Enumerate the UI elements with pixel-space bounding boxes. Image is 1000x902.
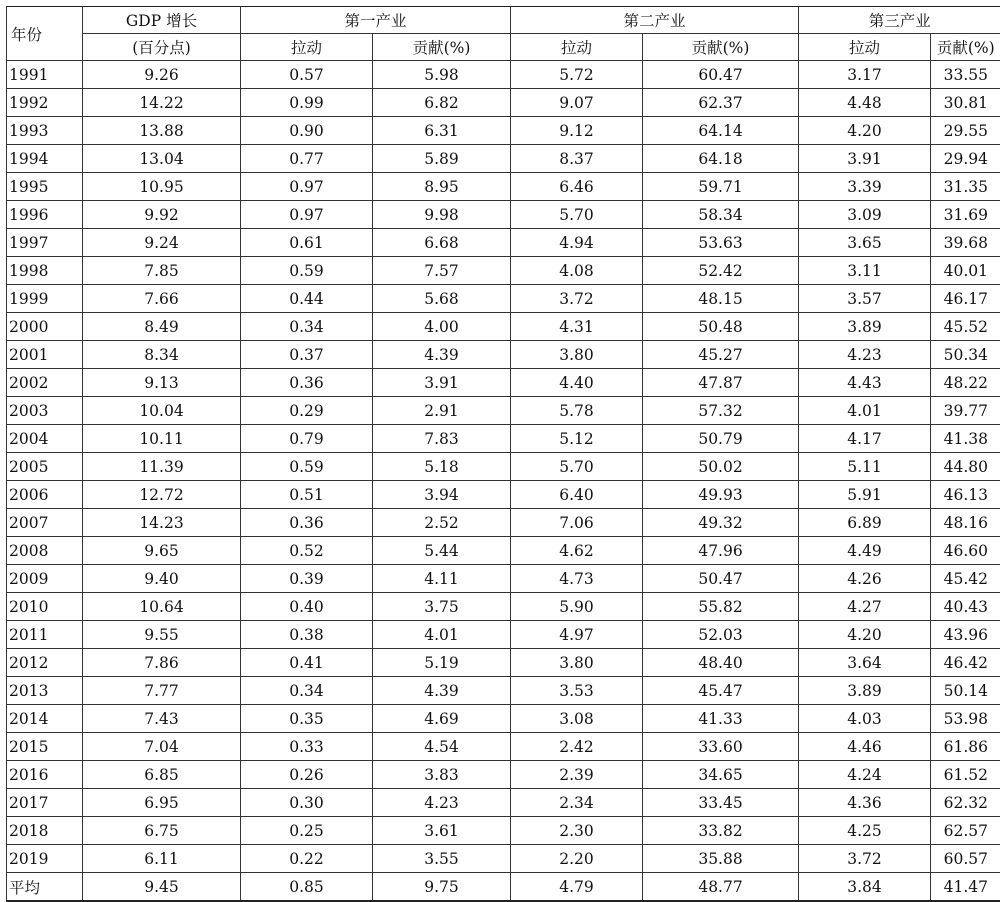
tertiary-contribution-cell: 48.16 xyxy=(931,509,1000,537)
primary-contribution-cell: 3.55 xyxy=(373,845,511,873)
year-cell: 2002 xyxy=(7,369,83,397)
table-row xyxy=(7,369,1000,397)
table-row xyxy=(7,229,1000,257)
table-row xyxy=(7,173,1000,201)
tertiary-contribution-header: 贡献(%) xyxy=(931,34,1000,61)
primary-pull-cell: 0.85 xyxy=(241,873,373,902)
primary-contribution-cell: 5.98 xyxy=(373,61,511,89)
gdp-growth-cell: 11.39 xyxy=(83,453,241,481)
secondary-pull-cell: 7.06 xyxy=(511,509,643,537)
year-cell: 1992 xyxy=(7,89,83,117)
average-row xyxy=(7,873,1000,902)
secondary-contribution-cell: 60.47 xyxy=(643,61,799,89)
secondary-contribution-cell: 50.79 xyxy=(643,425,799,453)
primary-contribution-cell: 3.61 xyxy=(373,817,511,845)
primary-contribution-cell: 3.75 xyxy=(373,593,511,621)
primary-contribution-cell: 7.83 xyxy=(373,425,511,453)
secondary-pull-cell: 3.72 xyxy=(511,285,643,313)
gdp-growth-cell: 9.92 xyxy=(83,201,241,229)
primary-pull-cell: 0.90 xyxy=(241,117,373,145)
year-cell: 2016 xyxy=(7,761,83,789)
tertiary-pull-cell: 4.27 xyxy=(799,593,931,621)
gdp-growth-cell: 9.40 xyxy=(83,565,241,593)
tertiary-industry-header: 第三产业 xyxy=(799,7,1000,34)
gdp-growth-cell: 10.11 xyxy=(83,425,241,453)
tertiary-pull-cell: 6.89 xyxy=(799,509,931,537)
secondary-contribution-cell: 45.27 xyxy=(643,341,799,369)
year-cell: 2019 xyxy=(7,845,83,873)
tertiary-contribution-cell: 60.57 xyxy=(931,845,1000,873)
tertiary-contribution-cell: 29.94 xyxy=(931,145,1000,173)
secondary-pull-cell: 4.08 xyxy=(511,257,643,285)
header-row-subcolumns xyxy=(7,34,1000,61)
secondary-pull-cell: 4.79 xyxy=(511,873,643,902)
secondary-contribution-cell: 53.63 xyxy=(643,229,799,257)
primary-contribution-cell: 3.91 xyxy=(373,369,511,397)
secondary-pull-cell: 3.80 xyxy=(511,341,643,369)
primary-contribution-cell: 2.91 xyxy=(373,397,511,425)
secondary-contribution-cell: 48.77 xyxy=(643,873,799,902)
table-row xyxy=(7,621,1000,649)
primary-pull-cell: 0.34 xyxy=(241,677,373,705)
secondary-contribution-cell: 33.82 xyxy=(643,817,799,845)
tertiary-contribution-cell: 30.81 xyxy=(931,89,1000,117)
year-cell: 1996 xyxy=(7,201,83,229)
primary-pull-cell: 0.36 xyxy=(241,369,373,397)
gdp-growth-cell: 8.34 xyxy=(83,341,241,369)
secondary-pull-cell: 2.42 xyxy=(511,733,643,761)
secondary-industry-header: 第二产业 xyxy=(511,7,799,34)
tertiary-contribution-cell: 41.47 xyxy=(931,873,1000,902)
primary-pull-cell: 0.34 xyxy=(241,313,373,341)
secondary-contribution-cell: 62.37 xyxy=(643,89,799,117)
tertiary-contribution-cell: 39.77 xyxy=(931,397,1000,425)
table-row xyxy=(7,425,1000,453)
secondary-pull-cell: 3.53 xyxy=(511,677,643,705)
table-row xyxy=(7,481,1000,509)
tertiary-contribution-cell: 31.69 xyxy=(931,201,1000,229)
secondary-contribution-cell: 50.48 xyxy=(643,313,799,341)
tertiary-contribution-cell: 46.13 xyxy=(931,481,1000,509)
primary-pull-cell: 0.97 xyxy=(241,201,373,229)
tertiary-contribution-cell: 31.35 xyxy=(931,173,1000,201)
gdp-growth-cell: 9.55 xyxy=(83,621,241,649)
tertiary-contribution-cell: 50.34 xyxy=(931,341,1000,369)
year-cell: 平均 xyxy=(7,873,83,902)
table-row xyxy=(7,565,1000,593)
table-row xyxy=(7,313,1000,341)
tertiary-pull-cell: 3.91 xyxy=(799,145,931,173)
tertiary-contribution-cell: 50.14 xyxy=(931,677,1000,705)
primary-pull-cell: 0.25 xyxy=(241,817,373,845)
gdp-growth-cell: 13.04 xyxy=(83,145,241,173)
gdp-growth-cell: 6.85 xyxy=(83,761,241,789)
tertiary-pull-cell: 4.24 xyxy=(799,761,931,789)
secondary-pull-cell: 4.40 xyxy=(511,369,643,397)
tertiary-pull-cell: 4.46 xyxy=(799,733,931,761)
tertiary-pull-cell: 4.49 xyxy=(799,537,931,565)
tertiary-pull-cell: 4.43 xyxy=(799,369,931,397)
secondary-pull-cell: 4.73 xyxy=(511,565,643,593)
primary-contribution-cell: 6.68 xyxy=(373,229,511,257)
table-row xyxy=(7,285,1000,313)
gdp-growth-cell: 7.43 xyxy=(83,705,241,733)
secondary-pull-cell: 3.80 xyxy=(511,649,643,677)
tertiary-pull-cell: 4.01 xyxy=(799,397,931,425)
tertiary-pull-cell: 3.84 xyxy=(799,873,931,902)
tertiary-pull-cell: 3.17 xyxy=(799,61,931,89)
primary-contribution-cell: 5.89 xyxy=(373,145,511,173)
secondary-pull-cell: 9.07 xyxy=(511,89,643,117)
primary-pull-cell: 0.77 xyxy=(241,145,373,173)
tertiary-pull-cell: 3.89 xyxy=(799,677,931,705)
secondary-pull-cell: 3.08 xyxy=(511,705,643,733)
year-cell: 2013 xyxy=(7,677,83,705)
secondary-contribution-cell: 52.42 xyxy=(643,257,799,285)
gdp-growth-cell: 9.24 xyxy=(83,229,241,257)
primary-pull-cell: 0.57 xyxy=(241,61,373,89)
year-cell: 2000 xyxy=(7,313,83,341)
table-row xyxy=(7,649,1000,677)
primary-contribution-cell: 4.39 xyxy=(373,677,511,705)
year-cell: 2017 xyxy=(7,789,83,817)
tertiary-contribution-cell: 41.38 xyxy=(931,425,1000,453)
tertiary-contribution-cell: 39.68 xyxy=(931,229,1000,257)
gdp-growth-cell: 9.65 xyxy=(83,537,241,565)
primary-contribution-cell: 4.69 xyxy=(373,705,511,733)
secondary-contribution-cell: 35.88 xyxy=(643,845,799,873)
table-row xyxy=(7,593,1000,621)
primary-contribution-cell: 4.00 xyxy=(373,313,511,341)
secondary-contribution-cell: 48.40 xyxy=(643,649,799,677)
tertiary-pull-cell: 4.03 xyxy=(799,705,931,733)
tertiary-contribution-cell: 61.86 xyxy=(931,733,1000,761)
tertiary-contribution-cell: 48.22 xyxy=(931,369,1000,397)
secondary-contribution-cell: 64.18 xyxy=(643,145,799,173)
gdp-growth-cell: 10.95 xyxy=(83,173,241,201)
gdp-growth-cell: 7.77 xyxy=(83,677,241,705)
secondary-contribution-cell: 50.02 xyxy=(643,453,799,481)
secondary-pull-cell: 4.62 xyxy=(511,537,643,565)
secondary-contribution-cell: 52.03 xyxy=(643,621,799,649)
year-cell: 1997 xyxy=(7,229,83,257)
primary-pull-cell: 0.22 xyxy=(241,845,373,873)
tertiary-contribution-cell: 43.96 xyxy=(931,621,1000,649)
primary-contribution-cell: 4.01 xyxy=(373,621,511,649)
primary-contribution-cell: 5.18 xyxy=(373,453,511,481)
tertiary-pull-cell: 4.26 xyxy=(799,565,931,593)
secondary-contribution-cell: 33.60 xyxy=(643,733,799,761)
gdp-industry-contribution-table xyxy=(6,6,1000,902)
table-row xyxy=(7,145,1000,173)
secondary-pull-cell: 5.70 xyxy=(511,201,643,229)
primary-pull-cell: 0.35 xyxy=(241,705,373,733)
table-row xyxy=(7,61,1000,89)
table-row xyxy=(7,89,1000,117)
primary-pull-cell: 0.38 xyxy=(241,621,373,649)
primary-pull-cell: 0.37 xyxy=(241,341,373,369)
table-row xyxy=(7,201,1000,229)
tertiary-pull-cell: 4.36 xyxy=(799,789,931,817)
primary-contribution-cell: 4.54 xyxy=(373,733,511,761)
tertiary-pull-cell: 4.48 xyxy=(799,89,931,117)
year-cell: 2004 xyxy=(7,425,83,453)
primary-pull-cell: 0.51 xyxy=(241,481,373,509)
table-row xyxy=(7,341,1000,369)
year-cell: 2007 xyxy=(7,509,83,537)
year-cell: 2003 xyxy=(7,397,83,425)
primary-pull-cell: 0.61 xyxy=(241,229,373,257)
primary-pull-cell: 0.26 xyxy=(241,761,373,789)
gdp-growth-cell: 6.11 xyxy=(83,845,241,873)
gdp-growth-cell: 9.13 xyxy=(83,369,241,397)
tertiary-pull-cell: 5.91 xyxy=(799,481,931,509)
table-body xyxy=(7,61,1000,902)
tertiary-pull-cell: 3.09 xyxy=(799,201,931,229)
table-row xyxy=(7,117,1000,145)
gdp-growth-cell: 14.22 xyxy=(83,89,241,117)
secondary-pull-cell: 9.12 xyxy=(511,117,643,145)
year-cell: 1995 xyxy=(7,173,83,201)
tertiary-contribution-cell: 45.52 xyxy=(931,313,1000,341)
primary-pull-cell: 0.41 xyxy=(241,649,373,677)
primary-contribution-cell: 4.23 xyxy=(373,789,511,817)
tertiary-contribution-cell: 46.60 xyxy=(931,537,1000,565)
year-cell: 2014 xyxy=(7,705,83,733)
year-cell: 1994 xyxy=(7,145,83,173)
gdp-growth-cell: 8.49 xyxy=(83,313,241,341)
primary-contribution-cell: 5.68 xyxy=(373,285,511,313)
secondary-contribution-cell: 34.65 xyxy=(643,761,799,789)
gdp-growth-cell: 7.04 xyxy=(83,733,241,761)
primary-pull-cell: 0.44 xyxy=(241,285,373,313)
secondary-contribution-cell: 49.32 xyxy=(643,509,799,537)
table-row xyxy=(7,733,1000,761)
secondary-contribution-cell: 48.15 xyxy=(643,285,799,313)
secondary-pull-cell: 6.46 xyxy=(511,173,643,201)
primary-pull-cell: 0.97 xyxy=(241,173,373,201)
tertiary-pull-cell: 4.25 xyxy=(799,817,931,845)
secondary-pull-cell: 6.40 xyxy=(511,481,643,509)
tertiary-pull-cell: 3.72 xyxy=(799,845,931,873)
header-row-groups xyxy=(7,7,1000,34)
secondary-pull-cell: 4.94 xyxy=(511,229,643,257)
gdp-growth-cell: 7.86 xyxy=(83,649,241,677)
secondary-contribution-header: 贡献(%) xyxy=(643,34,799,61)
year-cell: 2018 xyxy=(7,817,83,845)
tertiary-pull-cell: 3.89 xyxy=(799,313,931,341)
gdp-growth-cell: 13.88 xyxy=(83,117,241,145)
secondary-pull-cell: 5.70 xyxy=(511,453,643,481)
gdp-growth-cell: 7.66 xyxy=(83,285,241,313)
secondary-contribution-cell: 64.14 xyxy=(643,117,799,145)
year-column-header: 年份 xyxy=(7,7,83,61)
tertiary-pull-cell: 4.17 xyxy=(799,425,931,453)
gdp-growth-cell: 9.26 xyxy=(83,61,241,89)
year-cell: 2010 xyxy=(7,593,83,621)
primary-contribution-cell: 9.75 xyxy=(373,873,511,902)
secondary-pull-cell: 2.30 xyxy=(511,817,643,845)
primary-contribution-header: 贡献(%) xyxy=(373,34,511,61)
secondary-pull-cell: 4.97 xyxy=(511,621,643,649)
year-cell: 1991 xyxy=(7,61,83,89)
primary-industry-header: 第一产业 xyxy=(241,7,511,34)
secondary-pull-cell: 8.37 xyxy=(511,145,643,173)
tertiary-contribution-cell: 61.52 xyxy=(931,761,1000,789)
table-row xyxy=(7,845,1000,873)
tertiary-contribution-cell: 62.32 xyxy=(931,789,1000,817)
tertiary-pull-cell: 5.11 xyxy=(799,453,931,481)
year-cell: 1999 xyxy=(7,285,83,313)
tertiary-contribution-cell: 29.55 xyxy=(931,117,1000,145)
primary-contribution-cell: 4.39 xyxy=(373,341,511,369)
tertiary-contribution-cell: 33.55 xyxy=(931,61,1000,89)
tertiary-pull-cell: 3.57 xyxy=(799,285,931,313)
secondary-pull-cell: 4.31 xyxy=(511,313,643,341)
primary-pull-header: 拉动 xyxy=(241,34,373,61)
primary-pull-cell: 0.40 xyxy=(241,593,373,621)
gdp-growth-cell: 10.04 xyxy=(83,397,241,425)
table-row xyxy=(7,677,1000,705)
tertiary-contribution-cell: 62.57 xyxy=(931,817,1000,845)
secondary-contribution-cell: 47.96 xyxy=(643,537,799,565)
year-cell: 2008 xyxy=(7,537,83,565)
gdp-growth-cell: 10.64 xyxy=(83,593,241,621)
primary-pull-cell: 0.29 xyxy=(241,397,373,425)
table-row xyxy=(7,705,1000,733)
primary-contribution-cell: 7.57 xyxy=(373,257,511,285)
primary-pull-cell: 0.99 xyxy=(241,89,373,117)
table-row xyxy=(7,789,1000,817)
tertiary-contribution-cell: 46.17 xyxy=(931,285,1000,313)
year-cell: 1993 xyxy=(7,117,83,145)
secondary-pull-header: 拉动 xyxy=(511,34,643,61)
primary-contribution-cell: 5.44 xyxy=(373,537,511,565)
secondary-pull-cell: 2.20 xyxy=(511,845,643,873)
tertiary-contribution-cell: 40.43 xyxy=(931,593,1000,621)
secondary-contribution-cell: 50.47 xyxy=(643,565,799,593)
tertiary-pull-cell: 4.20 xyxy=(799,117,931,145)
secondary-pull-cell: 5.12 xyxy=(511,425,643,453)
primary-contribution-cell: 6.82 xyxy=(373,89,511,117)
primary-pull-cell: 0.33 xyxy=(241,733,373,761)
tertiary-contribution-cell: 53.98 xyxy=(931,705,1000,733)
secondary-contribution-cell: 41.33 xyxy=(643,705,799,733)
table-row xyxy=(7,761,1000,789)
primary-contribution-cell: 5.19 xyxy=(373,649,511,677)
secondary-pull-cell: 5.78 xyxy=(511,397,643,425)
year-cell: 2006 xyxy=(7,481,83,509)
secondary-pull-cell: 2.34 xyxy=(511,789,643,817)
secondary-contribution-cell: 59.71 xyxy=(643,173,799,201)
year-cell: 1998 xyxy=(7,257,83,285)
secondary-contribution-cell: 47.87 xyxy=(643,369,799,397)
secondary-contribution-cell: 33.45 xyxy=(643,789,799,817)
secondary-contribution-cell: 49.93 xyxy=(643,481,799,509)
table-row xyxy=(7,397,1000,425)
primary-pull-cell: 0.30 xyxy=(241,789,373,817)
year-cell: 2009 xyxy=(7,565,83,593)
secondary-contribution-cell: 55.82 xyxy=(643,593,799,621)
tertiary-pull-cell: 4.20 xyxy=(799,621,931,649)
secondary-contribution-cell: 45.47 xyxy=(643,677,799,705)
primary-pull-cell: 0.79 xyxy=(241,425,373,453)
secondary-contribution-cell: 57.32 xyxy=(643,397,799,425)
primary-pull-cell: 0.59 xyxy=(241,453,373,481)
year-cell: 2015 xyxy=(7,733,83,761)
year-cell: 2001 xyxy=(7,341,83,369)
tertiary-pull-cell: 3.39 xyxy=(799,173,931,201)
tertiary-pull-cell: 3.65 xyxy=(799,229,931,257)
primary-contribution-cell: 4.11 xyxy=(373,565,511,593)
primary-contribution-cell: 3.94 xyxy=(373,481,511,509)
gdp-growth-cell: 9.45 xyxy=(83,873,241,902)
tertiary-pull-cell: 3.64 xyxy=(799,649,931,677)
secondary-pull-cell: 2.39 xyxy=(511,761,643,789)
tertiary-pull-cell: 4.23 xyxy=(799,341,931,369)
primary-contribution-cell: 6.31 xyxy=(373,117,511,145)
table-row xyxy=(7,257,1000,285)
table-row xyxy=(7,537,1000,565)
gdp-growth-cell: 6.75 xyxy=(83,817,241,845)
primary-contribution-cell: 2.52 xyxy=(373,509,511,537)
tertiary-pull-cell: 3.11 xyxy=(799,257,931,285)
gdp-column-header: GDP 增长 xyxy=(83,7,241,34)
primary-pull-cell: 0.59 xyxy=(241,257,373,285)
gdp-growth-cell: 12.72 xyxy=(83,481,241,509)
year-cell: 2011 xyxy=(7,621,83,649)
year-cell: 2012 xyxy=(7,649,83,677)
secondary-pull-cell: 5.90 xyxy=(511,593,643,621)
tertiary-contribution-cell: 45.42 xyxy=(931,565,1000,593)
tertiary-contribution-cell: 40.01 xyxy=(931,257,1000,285)
gdp-growth-cell: 14.23 xyxy=(83,509,241,537)
tertiary-contribution-cell: 44.80 xyxy=(931,453,1000,481)
table-row xyxy=(7,453,1000,481)
gdp-growth-cell: 6.95 xyxy=(83,789,241,817)
tertiary-contribution-cell: 46.42 xyxy=(931,649,1000,677)
primary-pull-cell: 0.39 xyxy=(241,565,373,593)
primary-contribution-cell: 8.95 xyxy=(373,173,511,201)
gdp-unit-header: (百分点) xyxy=(83,34,241,61)
secondary-pull-cell: 5.72 xyxy=(511,61,643,89)
table-row xyxy=(7,509,1000,537)
table-row xyxy=(7,817,1000,845)
primary-pull-cell: 0.36 xyxy=(241,509,373,537)
secondary-contribution-cell: 58.34 xyxy=(643,201,799,229)
primary-contribution-cell: 9.98 xyxy=(373,201,511,229)
tertiary-pull-header: 拉动 xyxy=(799,34,931,61)
primary-contribution-cell: 3.83 xyxy=(373,761,511,789)
gdp-growth-cell: 7.85 xyxy=(83,257,241,285)
year-cell: 2005 xyxy=(7,453,83,481)
primary-pull-cell: 0.52 xyxy=(241,537,373,565)
